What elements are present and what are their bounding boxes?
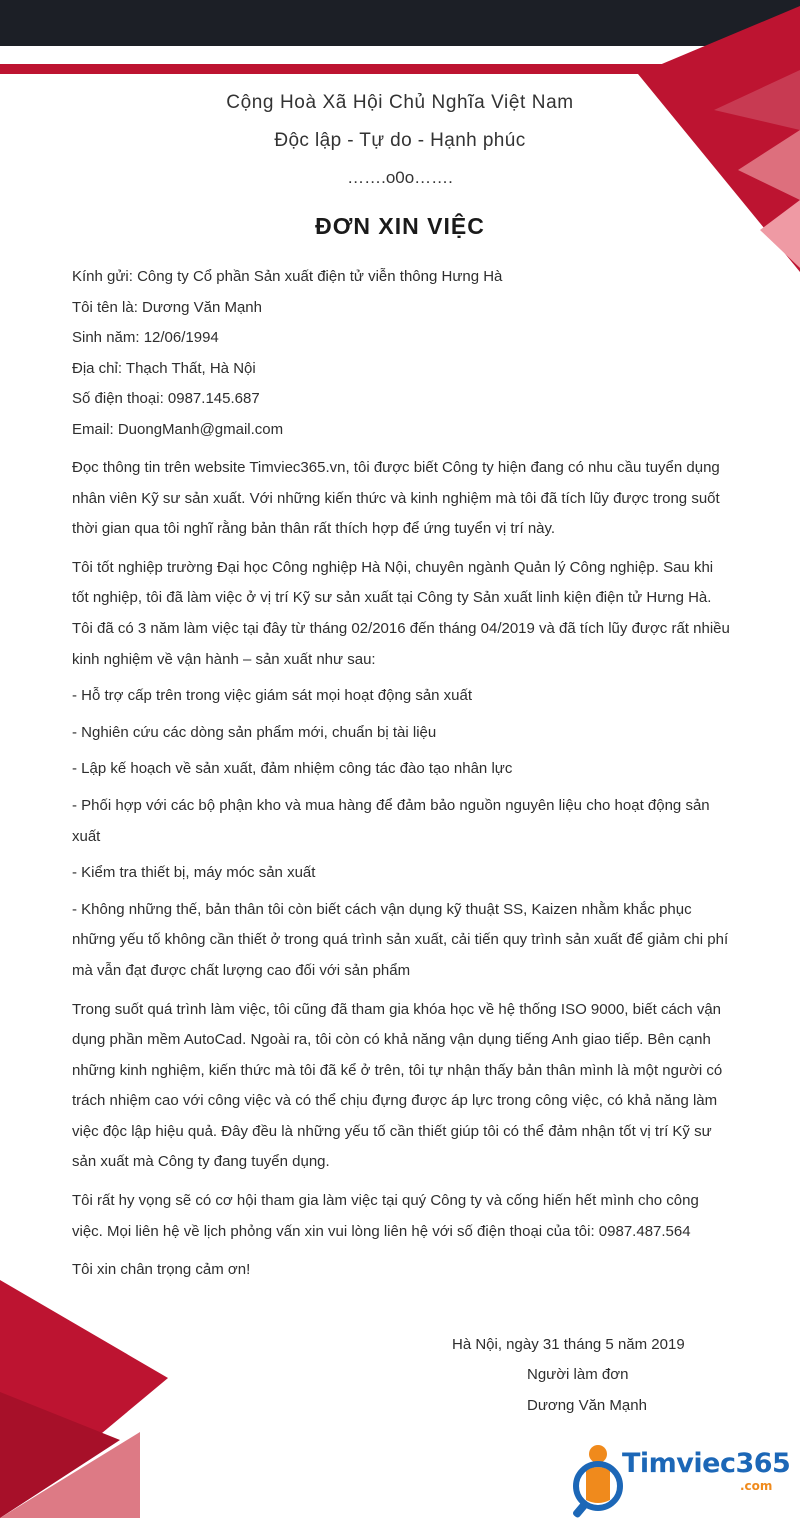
phone-line: Số điện thoại: 0987.145.687: [72, 390, 260, 407]
logo-text: Timviec365: [622, 1448, 791, 1479]
experience-list: [72, 681, 732, 986]
list-item: - Không những thế, bản thân tôi còn biết cách vận dụng kỹ thuật SS, Kaizen nhằm khắc phục những yếu tố không cần thiết ở trong quá trình sản xuất, cải tiến quy trình sản xuất để giảm chi phí mà vẫn đạt được chất lượng cao đối với sản phẩm: [72, 900, 729, 979]
list-item: - Phối hợp với các bộ phận kho và mua hàng để đảm bảo nguồn nguyên liệu cho hoạt động sản xuất: [72, 796, 710, 845]
list-item: - Kiểm tra thiết bị, máy móc sản xuất: [72, 864, 316, 882]
paragraph-hope: Tôi rất hy vọng sẽ có cơ hội tham gia làm việc tại quý Công ty và cống hiến hết mình cho công việc. Mọi liên hệ về lịch phỏng vấn xin vui lòng liên hệ với số điện thoại của tôi: 0987.487.564: [72, 1192, 699, 1240]
list-item: - Lập kế hoạch về sản xuất, đảm nhiệm công tác đào tạo nhân lực: [72, 760, 513, 778]
address-line: Địa chỉ: Thạch Thất, Hà Nội: [72, 359, 256, 377]
person-magnifier-icon: [570, 1438, 630, 1518]
list-item: - Hỗ trợ cấp trên trong việc giám sát mọi hoạt động sản xuất: [72, 687, 473, 705]
email-line: Email: DuongManh@gmail.com: [72, 420, 284, 438]
paragraph-intro: Đọc thông tin trên website Timviec365.vn, tôi được biết Công ty hiện đang có nhu cầu tuyển dụng nhân viên Kỹ sư sản xuất. Với những kiến thức và kinh nghiệm mà tôi đã tích lũy được trong suốt thời gian qua tôi nghĩ rằng bản thân rất thích hợp để ứng tuyển vị trí này.: [72, 459, 720, 538]
list-item: - Nghiên cứu các dòng sản phẩm mới, chuẩn bị tài liệu: [72, 723, 437, 741]
recipient-line: Kính gửi: Công ty Cổ phần Sản xuất điện tử viễn thông Hưng Hà: [72, 268, 503, 285]
signature-date: Hà Nội, ngày 31 tháng 5 năm 2019: [452, 1336, 685, 1353]
birth-line: Sinh năm: 12/06/1994: [72, 329, 219, 346]
applicant-info: [72, 262, 732, 445]
motto-heading: Độc lập - Tự do - Hạnh phúc: [274, 130, 526, 151]
name-line: Tôi tên là: Dương Văn Mạnh: [72, 298, 262, 316]
paragraph-skills: Trong suốt quá trình làm việc, tôi cũng đã tham gia khóa học về hệ thống ISO 9000, biết cách vận dụng phần mềm AutoCad. Ngoài ra, tôi còn có khả năng vận dụng tiếng Anh giao tiếp. Bên cạnh những kinh nghiệm, kiến thức mà tôi đã kể ở trên, tôi tự nhận thấy bản thân mình là một người có trách nhiệm cao với công việc và có thể chịu đựng được áp lực trong công việc, có khả năng làm việc độc lập hiệu quả. Đây đều là những yếu tố cần thiết giúp tôi có thể đảm nhận tốt vị trí Kỹ sư sản xuất mà Công ty đang tuyển dụng.: [72, 1000, 723, 1171]
signature-name: Dương Văn Mạnh: [527, 1397, 647, 1414]
paragraph-experience: Tôi tốt nghiệp trường Đại học Công nghiệp Hà Nội, chuyên ngành Quản lý Công nghiệp. Sau khi tốt nghiệp, tôi đã làm việc ở vị trí Kỹ sư sản xuất tại Công ty Sản xuất linh kiện điện tử Hưng Hà. Tôi đã có 3 năm làm việc tại đây từ tháng 02/2016 đến tháng 04/2019 và đã tích lũy được rất nhiều kinh nghiệm về vận hành – sản xuất như sau:: [72, 558, 730, 668]
paragraph-thanks: Tôi xin chân trọng cảm ơn!: [72, 1261, 251, 1279]
letter-title: ĐƠN XIN VIỆC: [315, 213, 485, 239]
letter-body: [72, 262, 732, 1286]
timviec365-logo: [570, 1438, 791, 1518]
header-separator: …….o0o…….: [347, 168, 453, 187]
logo-suffix: .com: [740, 1479, 773, 1493]
nation-heading: Cộng Hoà Xã Hội Chủ Nghĩa Việt Nam: [226, 92, 574, 113]
signature-role: Người làm đơn: [527, 1366, 629, 1383]
